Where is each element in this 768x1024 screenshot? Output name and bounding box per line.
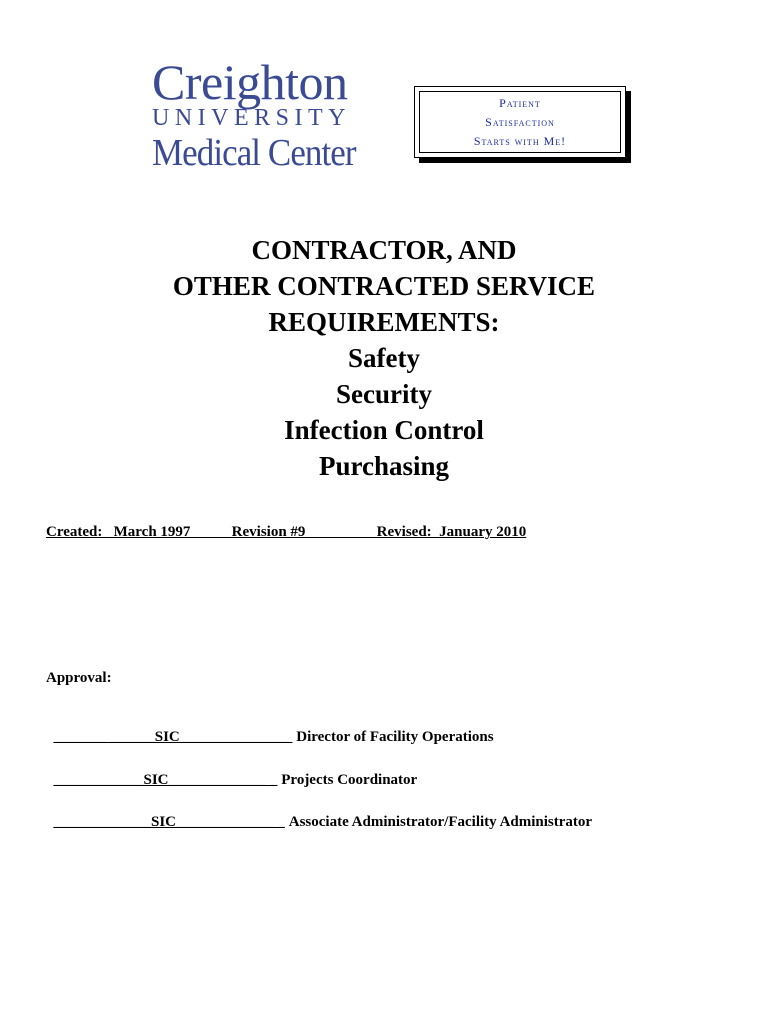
badge-inner [419, 91, 621, 153]
creighton-logo [152, 56, 366, 174]
approval-heading: Approval: [46, 670, 112, 686]
logo-line-university: UNIVERSITY [152, 105, 351, 131]
signature-line: _____________SIC_____________ _ [53, 814, 285, 830]
title-line-6: Infection Control [284, 415, 484, 445]
logo-line-medical-center: Medical Center [152, 132, 356, 174]
title-line-5: Security [336, 379, 432, 409]
badge-line-3: Starts with Me! [473, 133, 567, 148]
title-line-3: REQUIREMENTS: [268, 307, 500, 337]
badge-line-1: Patient [499, 95, 541, 110]
title-line-2: OTHER CONTRACTED SERVICE [172, 271, 596, 301]
revision-info: Created: March 1997 Revision #9 Revised: January 2010 [46, 524, 527, 540]
signature-label: Projects Coordinator [281, 772, 418, 788]
document-title [0, 232, 768, 484]
title-line-7: Purchasing [318, 451, 450, 481]
title-line-1: CONTRACTOR, AND [251, 235, 517, 265]
patient-satisfaction-badge [414, 86, 626, 158]
title-line-4: Safety [348, 343, 420, 373]
signature-line: _______ ______SIC_______________ [53, 729, 293, 745]
signature-label: Associate Administrator/Facility Administrator [288, 814, 593, 830]
logo-line-creighton: Creighton [152, 54, 348, 110]
signature-row-projects [46, 755, 417, 789]
badge-line-2: Satisfaction [485, 114, 555, 129]
signature-row-director [46, 712, 494, 746]
signature-row-associate [46, 797, 592, 831]
signature-line: ____________SIC_____________ _ [53, 772, 278, 788]
signature-label: Director of Facility Operations [296, 729, 494, 745]
